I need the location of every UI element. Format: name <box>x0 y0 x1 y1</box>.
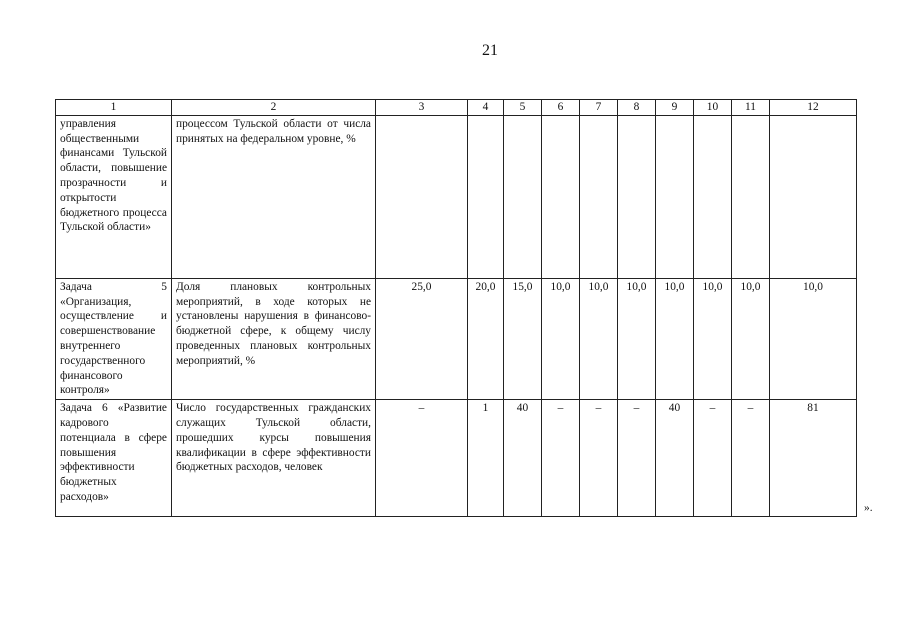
column-header: 1 <box>56 100 172 116</box>
page-number: 21 <box>482 42 498 59</box>
value-cell: 10,0 <box>580 278 618 399</box>
value-cell: – <box>694 400 732 517</box>
value-cell: 10,0 <box>542 278 580 399</box>
column-header: 4 <box>468 100 504 116</box>
column-header: 7 <box>580 100 618 116</box>
column-header: 5 <box>504 100 542 116</box>
task-cell: Задача 6 «Развитие кадрового потенциала в сфере повышения эффективности бюджетных расходов» <box>56 400 172 517</box>
value-cell <box>694 115 732 278</box>
value-cell <box>376 115 468 278</box>
indicator-cell: Число государственных гражданских служащих Тульской области, прошедших курсы повышения квалификации в сфере эффективности бюджетных расходов, человек <box>172 400 376 517</box>
value-cell: 1 <box>468 400 504 517</box>
value-cell <box>580 115 618 278</box>
value-cell <box>656 115 694 278</box>
value-cell: 20,0 <box>468 278 504 399</box>
value-cell: 25,0 <box>376 278 468 399</box>
column-header: 8 <box>618 100 656 116</box>
column-header: 9 <box>656 100 694 116</box>
table-row <box>56 115 857 278</box>
table-row <box>56 278 857 399</box>
task-cell: Задача 5 «Организация, осуществление и совершенствование внутреннего государственного финансового контроля» <box>56 278 172 399</box>
value-cell <box>504 115 542 278</box>
value-cell: – <box>542 400 580 517</box>
value-cell <box>542 115 580 278</box>
value-cell: – <box>580 400 618 517</box>
indicators-table <box>55 99 857 517</box>
value-cell: 10,0 <box>618 278 656 399</box>
column-header: 12 <box>770 100 857 116</box>
value-cell: 10,0 <box>694 278 732 399</box>
task-cell: управления общественными финансами Тульской области, повышение прозрачности и открытости бюджетного процесса Тульской области» <box>56 115 172 278</box>
column-header: 10 <box>694 100 732 116</box>
indicator-cell: Доля плановых контрольных мероприятий, в ходе которых не установлены нарушения в финансово-бюджетной сфере, к общему числу проведенных плановых контрольных мероприятий, % <box>172 278 376 399</box>
value-cell: 15,0 <box>504 278 542 399</box>
value-cell: – <box>732 400 770 517</box>
column-header: 11 <box>732 100 770 116</box>
indicator-cell: процессом Тульской области от числа принятых на федеральном уровне, % <box>172 115 376 278</box>
column-header: 6 <box>542 100 580 116</box>
value-cell: – <box>376 400 468 517</box>
column-header: 2 <box>172 100 376 116</box>
value-cell: – <box>618 400 656 517</box>
header-row <box>56 100 857 116</box>
column-header: 3 <box>376 100 468 116</box>
value-cell: 10,0 <box>770 278 857 399</box>
value-cell: 40 <box>656 400 694 517</box>
value-cell <box>732 115 770 278</box>
table-row <box>56 400 857 517</box>
value-cell: 10,0 <box>656 278 694 399</box>
value-cell <box>770 115 857 278</box>
value-cell: 10,0 <box>732 278 770 399</box>
value-cell: 81 <box>770 400 857 517</box>
value-cell <box>618 115 656 278</box>
value-cell <box>468 115 504 278</box>
closing-quote-mark: ». <box>864 502 873 514</box>
value-cell: 40 <box>504 400 542 517</box>
